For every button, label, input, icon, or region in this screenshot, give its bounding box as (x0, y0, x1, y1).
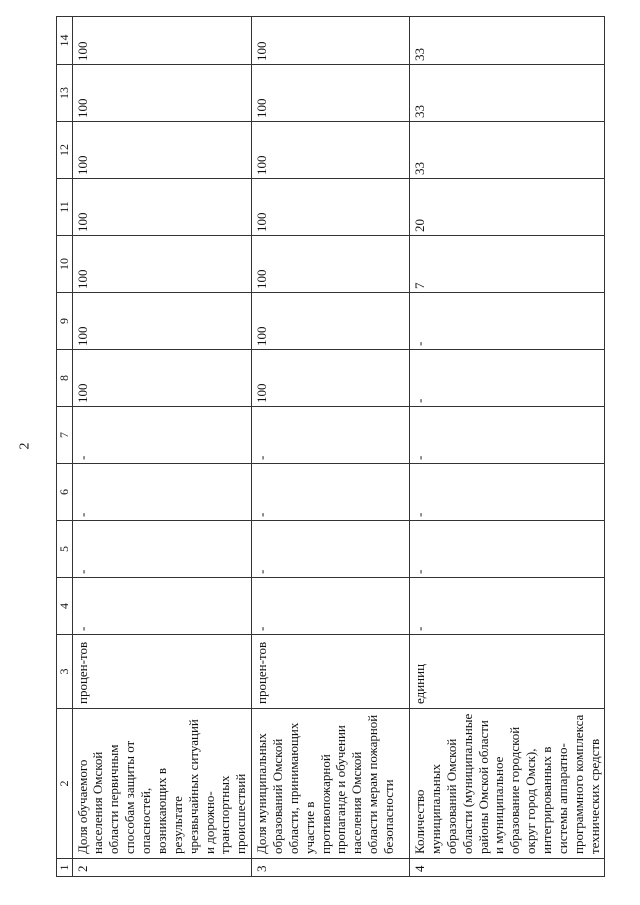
table-cell: единиц (410, 635, 605, 709)
table-cell: 33 (410, 17, 605, 65)
table-cell: - (410, 407, 605, 464)
table-cell: - (72, 578, 251, 635)
col-header: 12 (57, 122, 73, 179)
table-cell: 33 (410, 122, 605, 179)
table-cell: - (410, 578, 605, 635)
table-cell: 100 (252, 236, 410, 293)
table-cell: - (410, 521, 605, 578)
table-cell: - (252, 578, 410, 635)
col-header: 11 (57, 179, 73, 236)
table-row (410, 17, 605, 877)
header-row (57, 17, 73, 877)
table-cell: - (252, 464, 410, 521)
table-cell: 100 (72, 122, 251, 179)
table-cell: 20 (410, 179, 605, 236)
rotated-table-container (56, 17, 602, 877)
indicators-table (56, 16, 605, 877)
table-row (252, 17, 410, 877)
table-cell: 2 (72, 859, 251, 877)
table-cell: - (72, 464, 251, 521)
table-cell: - (72, 521, 251, 578)
col-header: 1 (57, 859, 73, 877)
table-cell: 100 (252, 17, 410, 65)
col-header: 7 (57, 407, 73, 464)
table-cell: 100 (72, 65, 251, 122)
table-cell: - (410, 350, 605, 407)
table-cell: 3 (252, 859, 410, 877)
table-cell: 100 (252, 179, 410, 236)
table-cell: Доля муниципальных образований Омской области, принимающих участие в противопожарной пропаганде и обучении населения Омской области мерам пожарной безопасности (252, 709, 410, 859)
table-cell: 100 (252, 293, 410, 350)
table-cell: 100 (252, 350, 410, 407)
col-header: 13 (57, 65, 73, 122)
table-cell: 100 (252, 65, 410, 122)
table-cell: 7 (410, 236, 605, 293)
table-cell: - (252, 407, 410, 464)
col-header: 14 (57, 17, 73, 65)
table-cell: процен-тов (72, 635, 251, 709)
table-cell: 100 (72, 293, 251, 350)
table-cell: процен-тов (252, 635, 410, 709)
col-header: 9 (57, 293, 73, 350)
col-header: 10 (57, 236, 73, 293)
table-cell: 100 (72, 350, 251, 407)
table-row (72, 17, 251, 877)
col-header: 6 (57, 464, 73, 521)
table-cell: - (252, 521, 410, 578)
col-header: 2 (57, 709, 73, 859)
table-cell: 100 (72, 236, 251, 293)
col-header: 8 (57, 350, 73, 407)
table-cell: - (410, 464, 605, 521)
table-cell: 4 (410, 859, 605, 877)
table-cell: Доля обучаемого населения Омской области первичным способам защиты от опасностей, возникающих в результате чрезвычайных ситуаций и дорожно-транспортных происшествий (72, 709, 251, 859)
col-header: 4 (57, 578, 73, 635)
page-number: 2 (17, 442, 33, 450)
table-cell: 33 (410, 65, 605, 122)
table-cell: - (410, 293, 605, 350)
table-cell: - (72, 407, 251, 464)
table-cell: 100 (72, 17, 251, 65)
col-header: 5 (57, 521, 73, 578)
col-header: 3 (57, 635, 73, 709)
table-cell: 100 (252, 122, 410, 179)
table-cell: 100 (72, 179, 251, 236)
table-cell: Количество муниципальных образований Омской области (муниципальные районы Омской области и муниципальное образование городской округ город Омск), интегрированных в системы аппаратно-программного комплекса технических средств (410, 709, 605, 859)
